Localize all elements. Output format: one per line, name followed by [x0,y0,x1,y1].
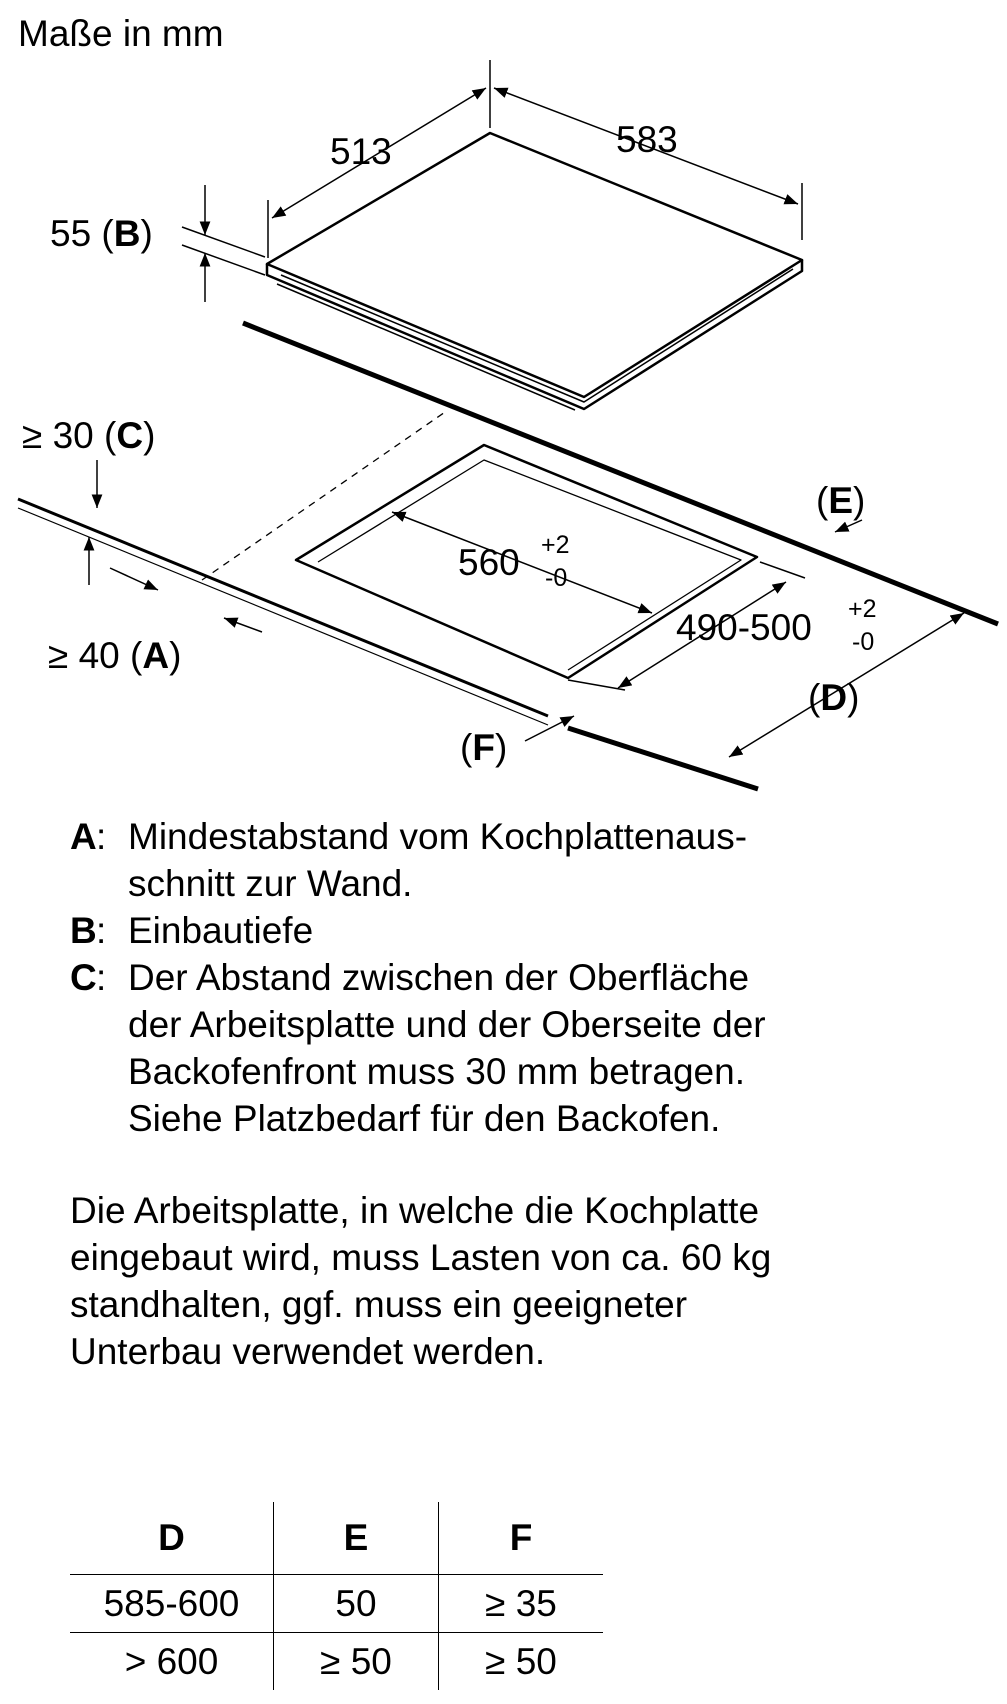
legend-text: Mindestabstand vom Kochplattenaus- [128,816,748,857]
table-header: F [509,1517,533,1558]
label-f: (F) [460,727,508,768]
legend-item-c: C : Der Abstand zwischen der Oberfläche der Arbeitsplatte und der Oberseite der Backofenfront muss 30 mm betragen. Siehe Platzbedarf für den Backofen. [70,954,970,1142]
cutout-width-tol-minus: -0 [545,564,568,592]
note-line: standhalten, ggf. muss ein geeigneter [70,1284,688,1325]
legend-text: Einbautiefe [128,910,314,951]
cutout-width-label: 560 [458,542,520,583]
table-header: E [274,1502,439,1575]
label-e: (E) [816,480,866,521]
legend-item-a: A : Mindestabstand vom Kochplattenaus- schnitt zur Wand. [70,813,970,907]
legend-text: Der Abstand zwischen der Oberfläche [128,957,750,998]
label-d: (D) [808,677,860,718]
note-line: eingebaut wird, muss Lasten von ca. 60 kg [70,1237,772,1278]
legend-key: C [70,957,97,998]
dim-depth-label: 583 [616,119,678,160]
dim-height-value: 55 [50,213,92,254]
table-cell: ≥ 50 [439,1633,604,1691]
table-row [70,1575,603,1633]
dim-height-label: 55 (B) [50,213,153,254]
legend-text: der Arbeitsplatte und der Oberseite der [128,1004,766,1045]
distance-a-label: ≥ 40 (A) [48,635,182,676]
label-e-leader [835,520,862,532]
dimension-table [70,1502,603,1690]
distance-a [110,568,262,632]
table-header-row [70,1502,603,1575]
table-cell: 50 [274,1575,439,1633]
legend-key: B [70,910,97,951]
table-cell: > 600 [70,1633,274,1691]
projection-line [202,410,448,580]
installation-diagram [0,0,1007,800]
distance-c-label: ≥ 30 (C) [22,415,156,456]
note-line: Die Arbeitsplatte, in welche die Kochplatte [70,1190,760,1231]
table-cell: ≥ 35 [439,1575,604,1633]
dim-width-label: 513 [330,131,392,172]
legend-text: schnitt zur Wand. [128,863,413,904]
legend-text: Siehe Platzbedarf für den Backofen. [128,1098,721,1139]
cutout-depth-label: 490-500 [676,607,812,648]
legend-item-b: B : Einbautiefe [70,907,970,954]
table-cell: 585-600 [70,1575,274,1633]
table-row [70,1633,603,1691]
table-header: D [158,1517,185,1558]
distance-c [89,460,97,585]
legend [70,813,970,1142]
cutout-width-tol-plus: +2 [541,531,570,559]
label-f-leader [525,716,574,741]
load-note [70,1187,970,1375]
note-line: Unterbau verwendet werden. [70,1331,546,1372]
legend-text: Backofenfront muss 30 mm betragen. [128,1051,745,1092]
units-label: Maße in mm [18,13,224,54]
cutout-depth-tol-minus: -0 [852,628,875,656]
legend-key: A [70,816,97,857]
cutout-depth-tol-plus: +2 [848,595,877,623]
dim-height-key: B [113,213,141,254]
table-cell: ≥ 50 [274,1633,439,1691]
